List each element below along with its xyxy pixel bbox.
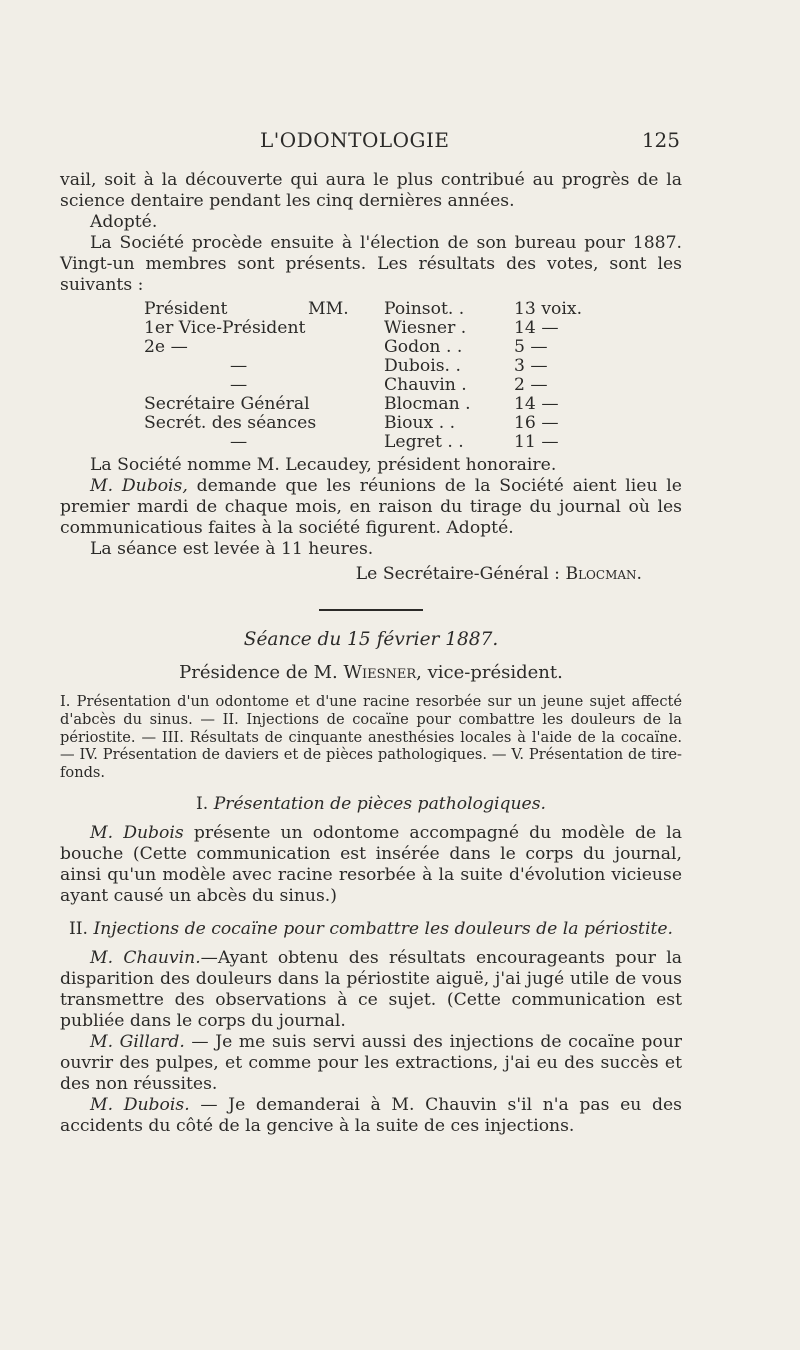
election-name: Legret . . bbox=[384, 432, 464, 452]
election-votes: 3 — bbox=[514, 356, 548, 376]
session-summary: I. Présentation d'un odontome et d'une racine resorbée sur un jeune sujet affecté d'abcès du sinus. — II. Injections de cocaïne pour combattre les douleurs de la périostite. — III. Résultats de cinquante anesthésies locales à l'aide de la cocaïne. — IV. Présentation de daviers et de pièces pathologiques. — V. Présentation de tire-fonds. bbox=[60, 693, 682, 782]
election-votes: 13 voix. bbox=[514, 299, 583, 319]
chauvin-text: —Ayant obtenu des résultats encourageants pour la disparition des douleurs dans la périostite aiguë, j'ai jugé utile de vous transmettre des observations à ce sujet. (Cette communication est publiée dans le corps du journal. bbox=[60, 947, 682, 1031]
presidence-line bbox=[60, 662, 682, 683]
section-divider bbox=[319, 609, 423, 611]
election-name: Godon . . bbox=[384, 337, 463, 357]
election-row bbox=[60, 394, 660, 413]
section-2-paragraph-dubois bbox=[60, 1095, 682, 1137]
election-votes: 11 — bbox=[514, 432, 559, 452]
page-number: 125 bbox=[641, 128, 680, 152]
election-name: Dubois. . bbox=[384, 356, 461, 376]
section-1-text: présente un odontome accompagné du modèle de la bouche (Cette communication est insérée dans le corps du journal, ainsi qu'un modèle avec racine resorbée à la suite d'évolution vicieuse ayant causé un abcès du sinus.) bbox=[60, 822, 683, 906]
election-role: Président bbox=[144, 299, 228, 319]
presidence-prefix: Présidence de M. bbox=[179, 662, 344, 683]
page-header bbox=[60, 128, 680, 158]
section-1-paragraph bbox=[60, 823, 682, 907]
election-votes: 2 — bbox=[514, 375, 548, 395]
election-name: Chauvin . bbox=[384, 375, 467, 395]
paragraph-honorary-president: La Société nomme M. Lecaudey, président honoraire. bbox=[90, 455, 557, 475]
presidence-suffix: , vice-président. bbox=[416, 662, 563, 683]
election-role: Secrétaire Général bbox=[144, 394, 310, 414]
election-row bbox=[60, 318, 660, 337]
paragraph-dubois-motion bbox=[60, 476, 682, 539]
election-row bbox=[60, 413, 660, 432]
election-votes: 14 — bbox=[514, 318, 559, 338]
election-name: Poinsot. . bbox=[384, 299, 465, 319]
section-2-paragraph-chauvin bbox=[60, 948, 682, 1032]
speaker-name: M. Dubois. bbox=[90, 1094, 190, 1115]
speaker-name: M. Dubois, bbox=[90, 476, 188, 496]
speaker-name: M. Gillard. bbox=[90, 1031, 185, 1052]
motion-text: demande que les réunions de la Société aient lieu le premier mardi de chaque mois, en raison du tirage du journal où les communicatious faites à la société figurent. Adopté. bbox=[60, 476, 682, 538]
presidence-name: Wiesner bbox=[343, 662, 417, 683]
election-votes: 14 — bbox=[514, 394, 559, 414]
section-2-number: II. bbox=[68, 918, 89, 939]
election-role: — bbox=[230, 356, 248, 376]
election-role: 2e — bbox=[144, 337, 188, 357]
election-mm-label: MM. bbox=[308, 299, 349, 319]
section-1-title: Présentation de pièces pathologiques. bbox=[213, 793, 547, 814]
paragraph-continuation: vail, soit à la découverte qui aura le plus contribué au progrès de la science dentaire pendant les cinq dernières années. bbox=[60, 170, 682, 211]
election-name: Blocman . bbox=[384, 394, 471, 414]
speaker-name: M. Chauvin. bbox=[90, 947, 201, 968]
election-row bbox=[60, 299, 660, 318]
election-row bbox=[60, 356, 660, 375]
election-row bbox=[60, 432, 660, 451]
paragraph-election-intro: La Société procède ensuite à l'élection de son bureau pour 1887. Vingt-un membres sont présents. Les résultats des votes, sont les suivants : bbox=[60, 233, 682, 295]
signature-name: Blocman. bbox=[565, 564, 642, 584]
election-row bbox=[60, 375, 660, 394]
signature-line bbox=[60, 564, 682, 585]
election-name: Bioux . . bbox=[384, 413, 456, 433]
speaker-name: M. Dubois bbox=[90, 822, 184, 843]
election-votes: 5 — bbox=[514, 337, 548, 357]
election-row bbox=[60, 337, 660, 356]
session-title: Séance du 15 février 1887. bbox=[243, 629, 499, 650]
dubois-text: — Je demanderai à M. Chauvin s'il n'a pas eu des accidents du côté de la gencive à la suite de ces injections. bbox=[60, 1094, 682, 1136]
election-role: — bbox=[230, 375, 248, 395]
election-role: 1er Vice-Président bbox=[144, 318, 306, 338]
gillard-text: — Je me suis servi aussi des injections de cocaïne pour ouvrir des pulpes, et comme pour les extractions, j'ai eu des succès et des non réussites. bbox=[60, 1031, 682, 1094]
signature-label: Le Secrétaire-Général : bbox=[355, 564, 560, 584]
election-name: Wiesner . bbox=[384, 318, 467, 338]
running-title: L'ODONTOLOGIE bbox=[260, 128, 450, 152]
election-votes: 16 — bbox=[514, 413, 559, 433]
section-2-title: Injections de cocaïne pour combattre les douleurs de la périostite. bbox=[93, 918, 674, 939]
section-2-paragraph-gillard bbox=[60, 1032, 682, 1095]
election-role: Secrét. des séances bbox=[144, 413, 317, 433]
page-body bbox=[60, 170, 682, 1137]
section-1-heading bbox=[60, 794, 682, 815]
paragraph-closing: La séance est levée à 11 heures. bbox=[90, 539, 374, 559]
section-1-number: I. bbox=[195, 793, 209, 814]
paragraph-adopte: Adopté. bbox=[90, 212, 158, 232]
election-role: — bbox=[230, 432, 248, 452]
section-2-heading bbox=[60, 919, 682, 940]
election-results-table bbox=[60, 299, 682, 451]
